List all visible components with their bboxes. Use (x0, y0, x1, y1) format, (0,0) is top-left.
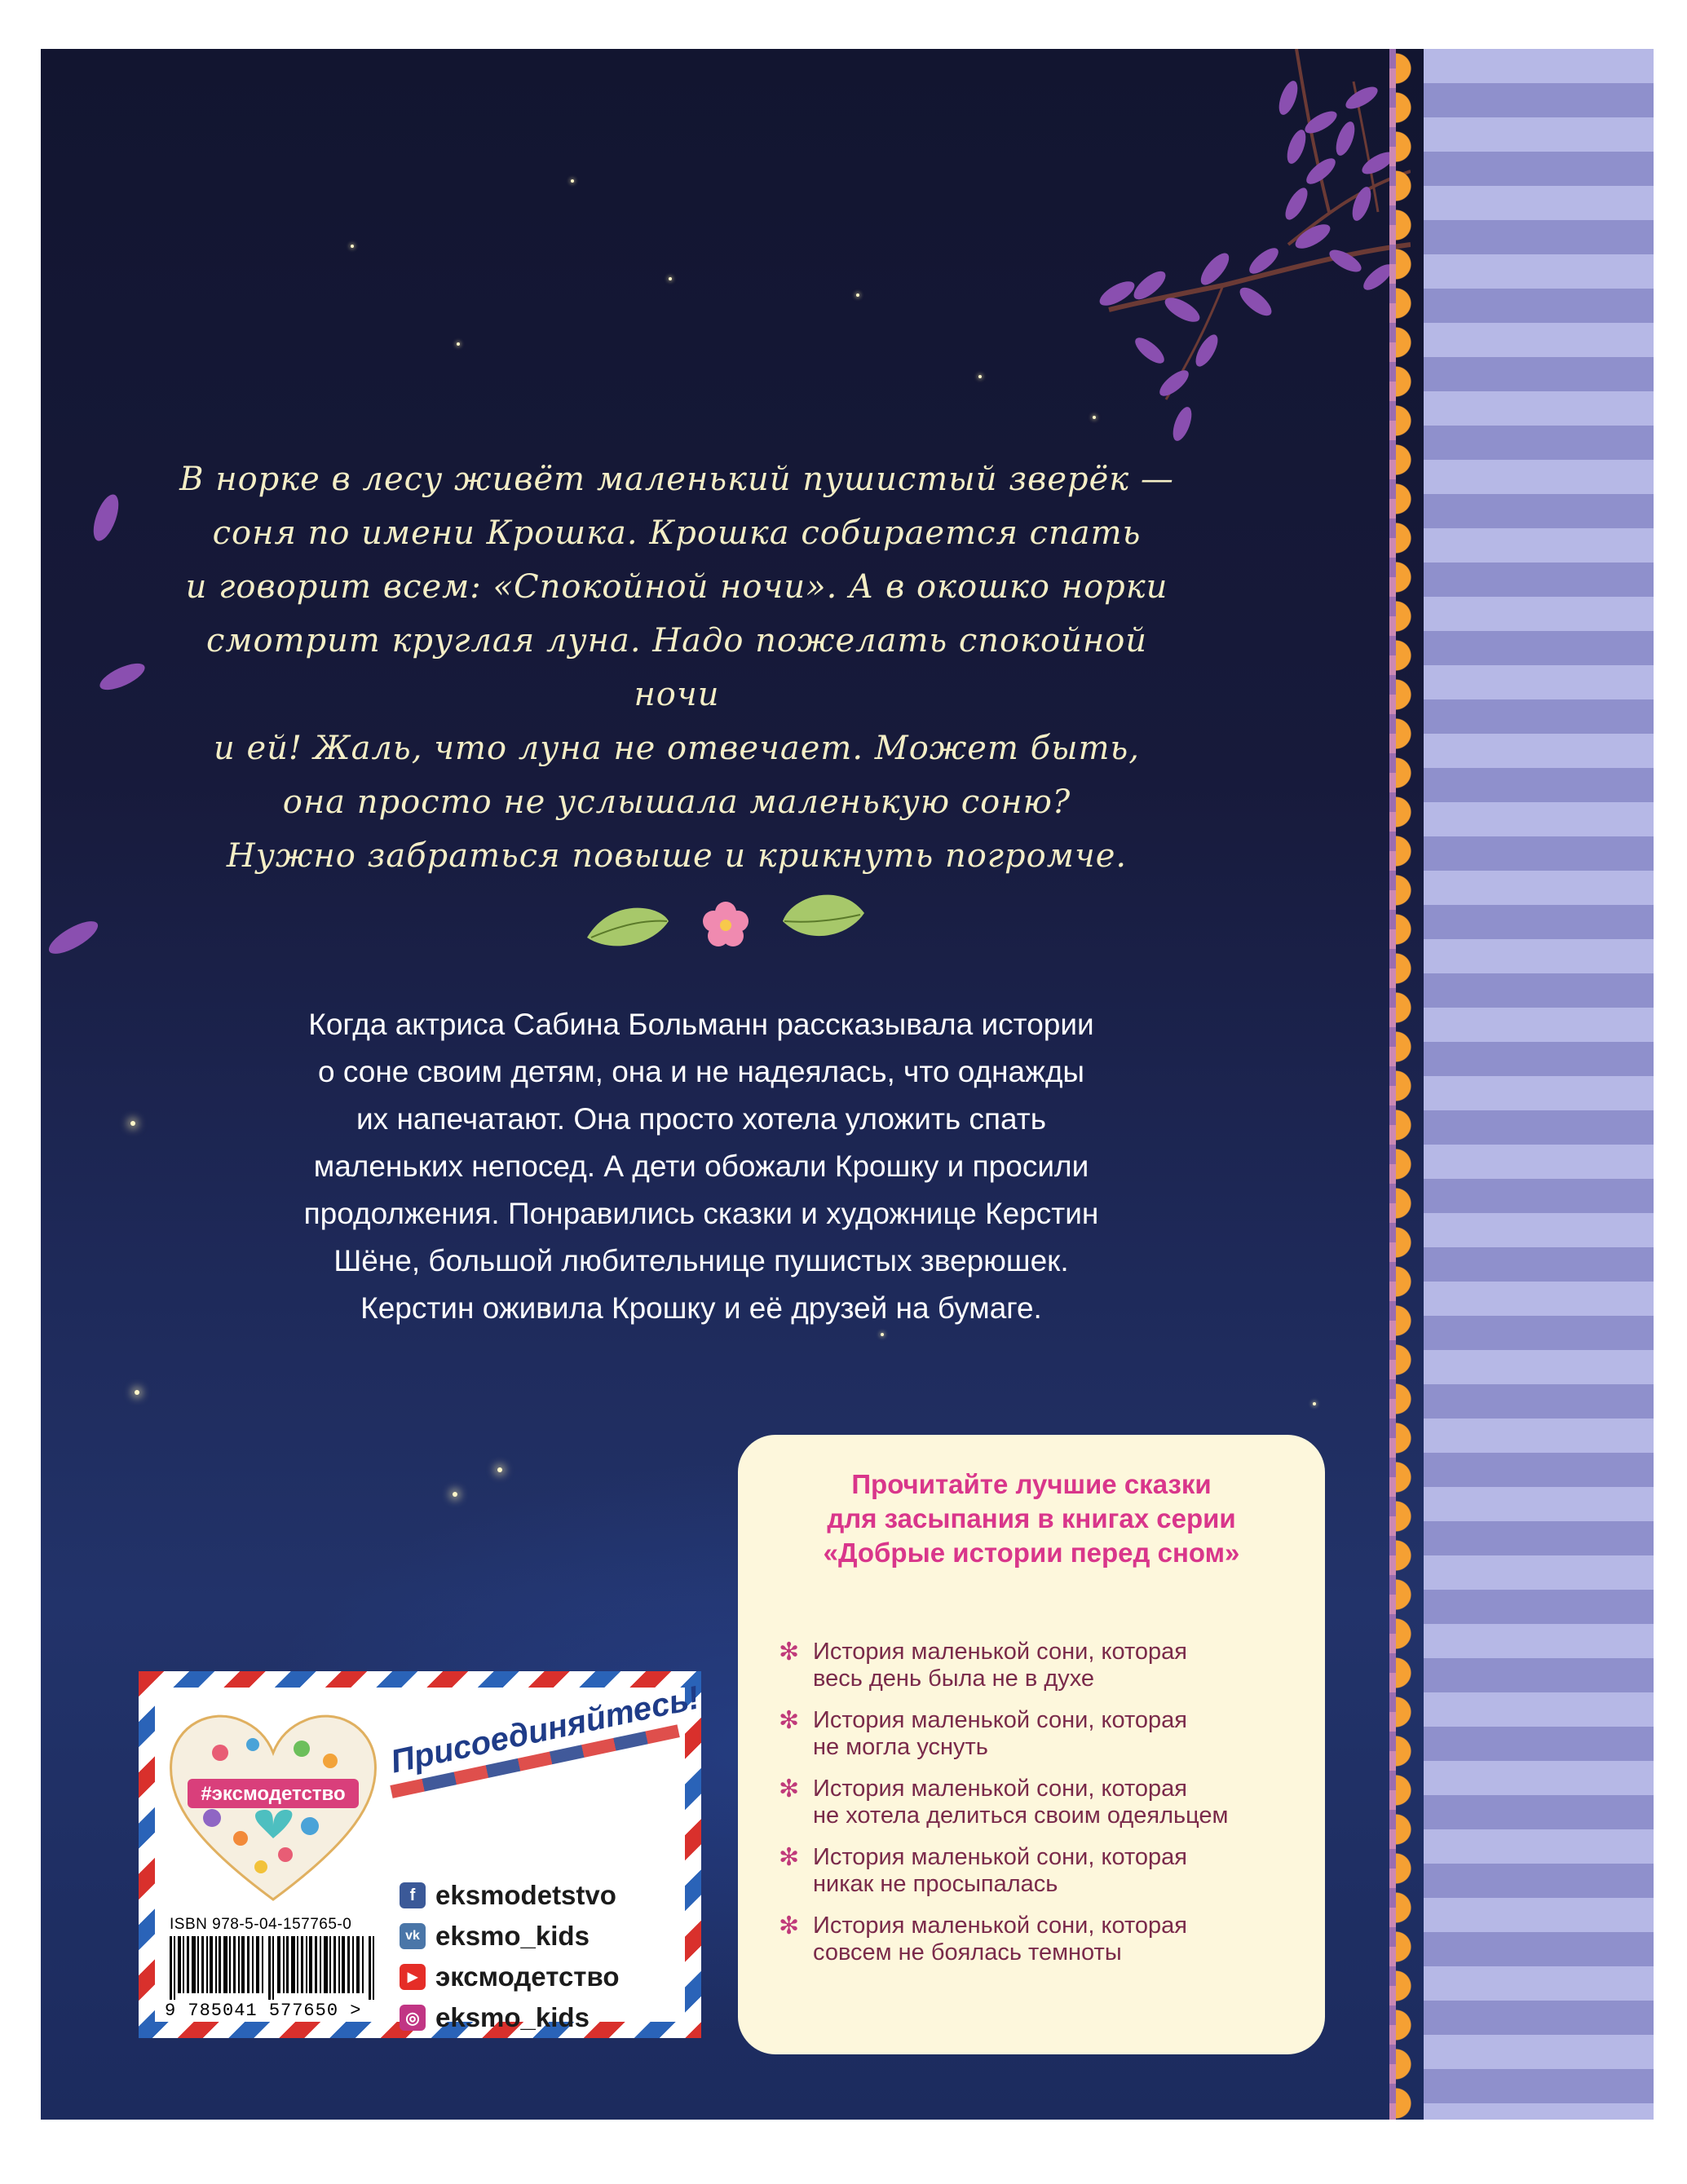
star-icon (497, 1467, 502, 1472)
hashtag-label: #эксмодетство (201, 1783, 346, 1805)
leaf-flower-ornament (579, 889, 872, 962)
series-list (779, 1639, 1301, 1981)
asterisk-bullet-icon: ✻ (779, 1913, 800, 1939)
green-leaf-icon (783, 895, 864, 937)
about-line: о соне своим детям, она и не надеялась, что однажды (317, 1055, 1085, 1088)
star-icon (453, 1492, 457, 1497)
star-icon (351, 245, 354, 248)
book-back-cover (41, 49, 1654, 2120)
series-list-item: ✻ История маленькой сони, которая никак не просыпалась (779, 1844, 1187, 1897)
story-line: Нужно забраться повыше и крикнуть погромче. (226, 837, 1128, 875)
story-blurb (179, 452, 1174, 883)
story-line: и ей! Жаль, что луна не отвечает. Может быть, (213, 730, 1141, 767)
isbn-label: ISBN 978-5-04-157765-0 (170, 1916, 352, 1933)
youtube-icon: ▶ (400, 1964, 426, 1990)
star-icon (669, 277, 672, 280)
vk-icon: vk (400, 1923, 426, 1949)
star-icon (457, 342, 460, 346)
star-icon (1313, 1402, 1316, 1405)
series-list-item: ✻ История маленькой сони, которая не могла уснуть (779, 1707, 1187, 1760)
social-link-facebook[interactable] (400, 1875, 619, 1916)
join-us-label: Присоединяйтесь! (387, 1679, 703, 1780)
social-handle: eksmodetstvo (435, 1880, 616, 1910)
star-icon (130, 1121, 135, 1126)
striped-band (1424, 49, 1654, 2120)
social-handle: eksmo_kids (435, 1921, 590, 1951)
social-handle: eksmo_kids (435, 2002, 590, 2032)
story-line: соня по имени Крошка. Крошка собирается спать (212, 514, 1142, 552)
about-line: продолжения. Понравились сказки и художнице Керстин (303, 1197, 1099, 1230)
social-links (400, 1875, 619, 2038)
star-icon (135, 1390, 139, 1395)
story-line: смотрит круглая луна. Надо пожелать спокойной ночи (205, 622, 1148, 713)
heart-logo-icon (163, 1704, 383, 1908)
green-leaf-icon (587, 908, 669, 946)
series-list-item: ✻ История маленькой сони, которая не хотела делиться своим одеяльцем (779, 1776, 1229, 1829)
story-line: она просто не услышала маленькую соню? (282, 783, 1071, 821)
about-line: маленьких непосед. А дети обожали Крошку и просили (313, 1149, 1089, 1183)
asterisk-bullet-icon: ✻ (779, 1776, 800, 1802)
star-icon (978, 375, 982, 378)
series-list-item: ✻ История маленькой сони, которая весь день была не в духе (779, 1639, 1187, 1692)
publisher-postcard (139, 1671, 701, 2038)
social-link-vk[interactable] (400, 1916, 619, 1957)
about-line: их напечатают. Она просто хотела уложить спать (356, 1102, 1046, 1136)
barcode-number: 9 785041 577650 > (165, 2001, 362, 2021)
social-link-youtube[interactable] (400, 1957, 619, 1997)
social-link-instagram[interactable] (400, 1997, 619, 2038)
scalloped-edge (1396, 49, 1424, 2120)
social-handle: эксмодетство (435, 1961, 620, 1992)
asterisk-bullet-icon: ✻ (779, 1844, 800, 1871)
author-blurb (220, 1001, 1182, 1332)
facebook-icon: f (400, 1882, 426, 1908)
falling-leaf-icon (41, 913, 106, 962)
story-line: и говорит всем: «Спокойной ночи». А в окошко норки (185, 568, 1168, 606)
series-book-list-box (746, 1443, 1317, 2046)
falling-leaf-icon (94, 656, 151, 697)
tree-branch-illustration (1019, 49, 1411, 473)
about-line: Керстин оживила Крошку и её друзей на бумаге. (360, 1291, 1042, 1325)
barcode-icon (170, 1936, 378, 2000)
series-list-item: ✻ История маленькой сони, которая совсем не боялась темноты (779, 1913, 1187, 1966)
instagram-icon: ◎ (400, 2005, 426, 2031)
star-icon (881, 1333, 884, 1336)
star-icon (856, 293, 859, 297)
series-heading: Прочитайте лучшие сказки для засыпания в книгах серии «Добрые истории перед сном» (823, 1469, 1240, 1568)
spine-ribbon (1389, 49, 1396, 2120)
asterisk-bullet-icon: ✻ (779, 1707, 800, 1734)
about-line: Когда актриса Сабина Больманн рассказывала истории (308, 1008, 1094, 1041)
star-icon (1093, 416, 1096, 419)
about-line: Шёне, большой любительнице пушистых зверюшек. (333, 1244, 1069, 1277)
falling-leaf-icon (82, 489, 130, 546)
star-icon (571, 179, 574, 183)
asterisk-bullet-icon: ✻ (779, 1639, 800, 1666)
story-line: В норке в лесу живёт маленький пушистый зверёк — (179, 461, 1174, 498)
pink-flower-icon (703, 902, 749, 946)
